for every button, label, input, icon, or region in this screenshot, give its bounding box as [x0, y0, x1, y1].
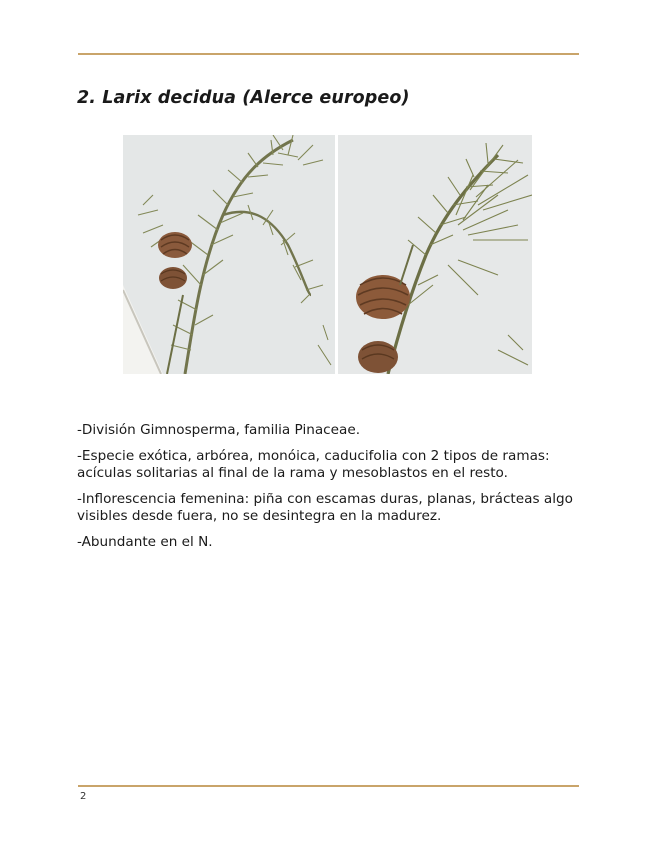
cone-small [358, 341, 398, 373]
larch-branch-illustration-right [338, 135, 532, 374]
cone-lower [159, 267, 187, 289]
paragraph-inflorescence: -Inflorescencia femenina: piña con escamas duras, planas, brácteas algo visibles desde fuera, no se desintegra en la madurez. [77, 490, 573, 524]
section-heading: 2. Larix decidua (Alerce europeo) [77, 88, 410, 108]
page-number: 2 [80, 791, 87, 802]
cone-upper [158, 232, 192, 258]
paragraph-distribution: -Abundante en el N. [77, 533, 213, 550]
photo-larch-branch-right [338, 135, 532, 374]
larch-branch-illustration-left [123, 135, 335, 374]
photo-larch-branch-left [123, 135, 335, 374]
description-text [77, 422, 577, 559]
footer-rule [78, 785, 579, 787]
paragraph-division: -División Gimnosperma, familia Pinaceae. [77, 422, 361, 438]
header-rule [78, 53, 579, 55]
paragraph-species: -Especie exótica, arbórea, monóica, caducifolia con 2 tipos de ramas: acículas solitarias al final de la rama y mesoblastos en el resto. [77, 447, 550, 481]
